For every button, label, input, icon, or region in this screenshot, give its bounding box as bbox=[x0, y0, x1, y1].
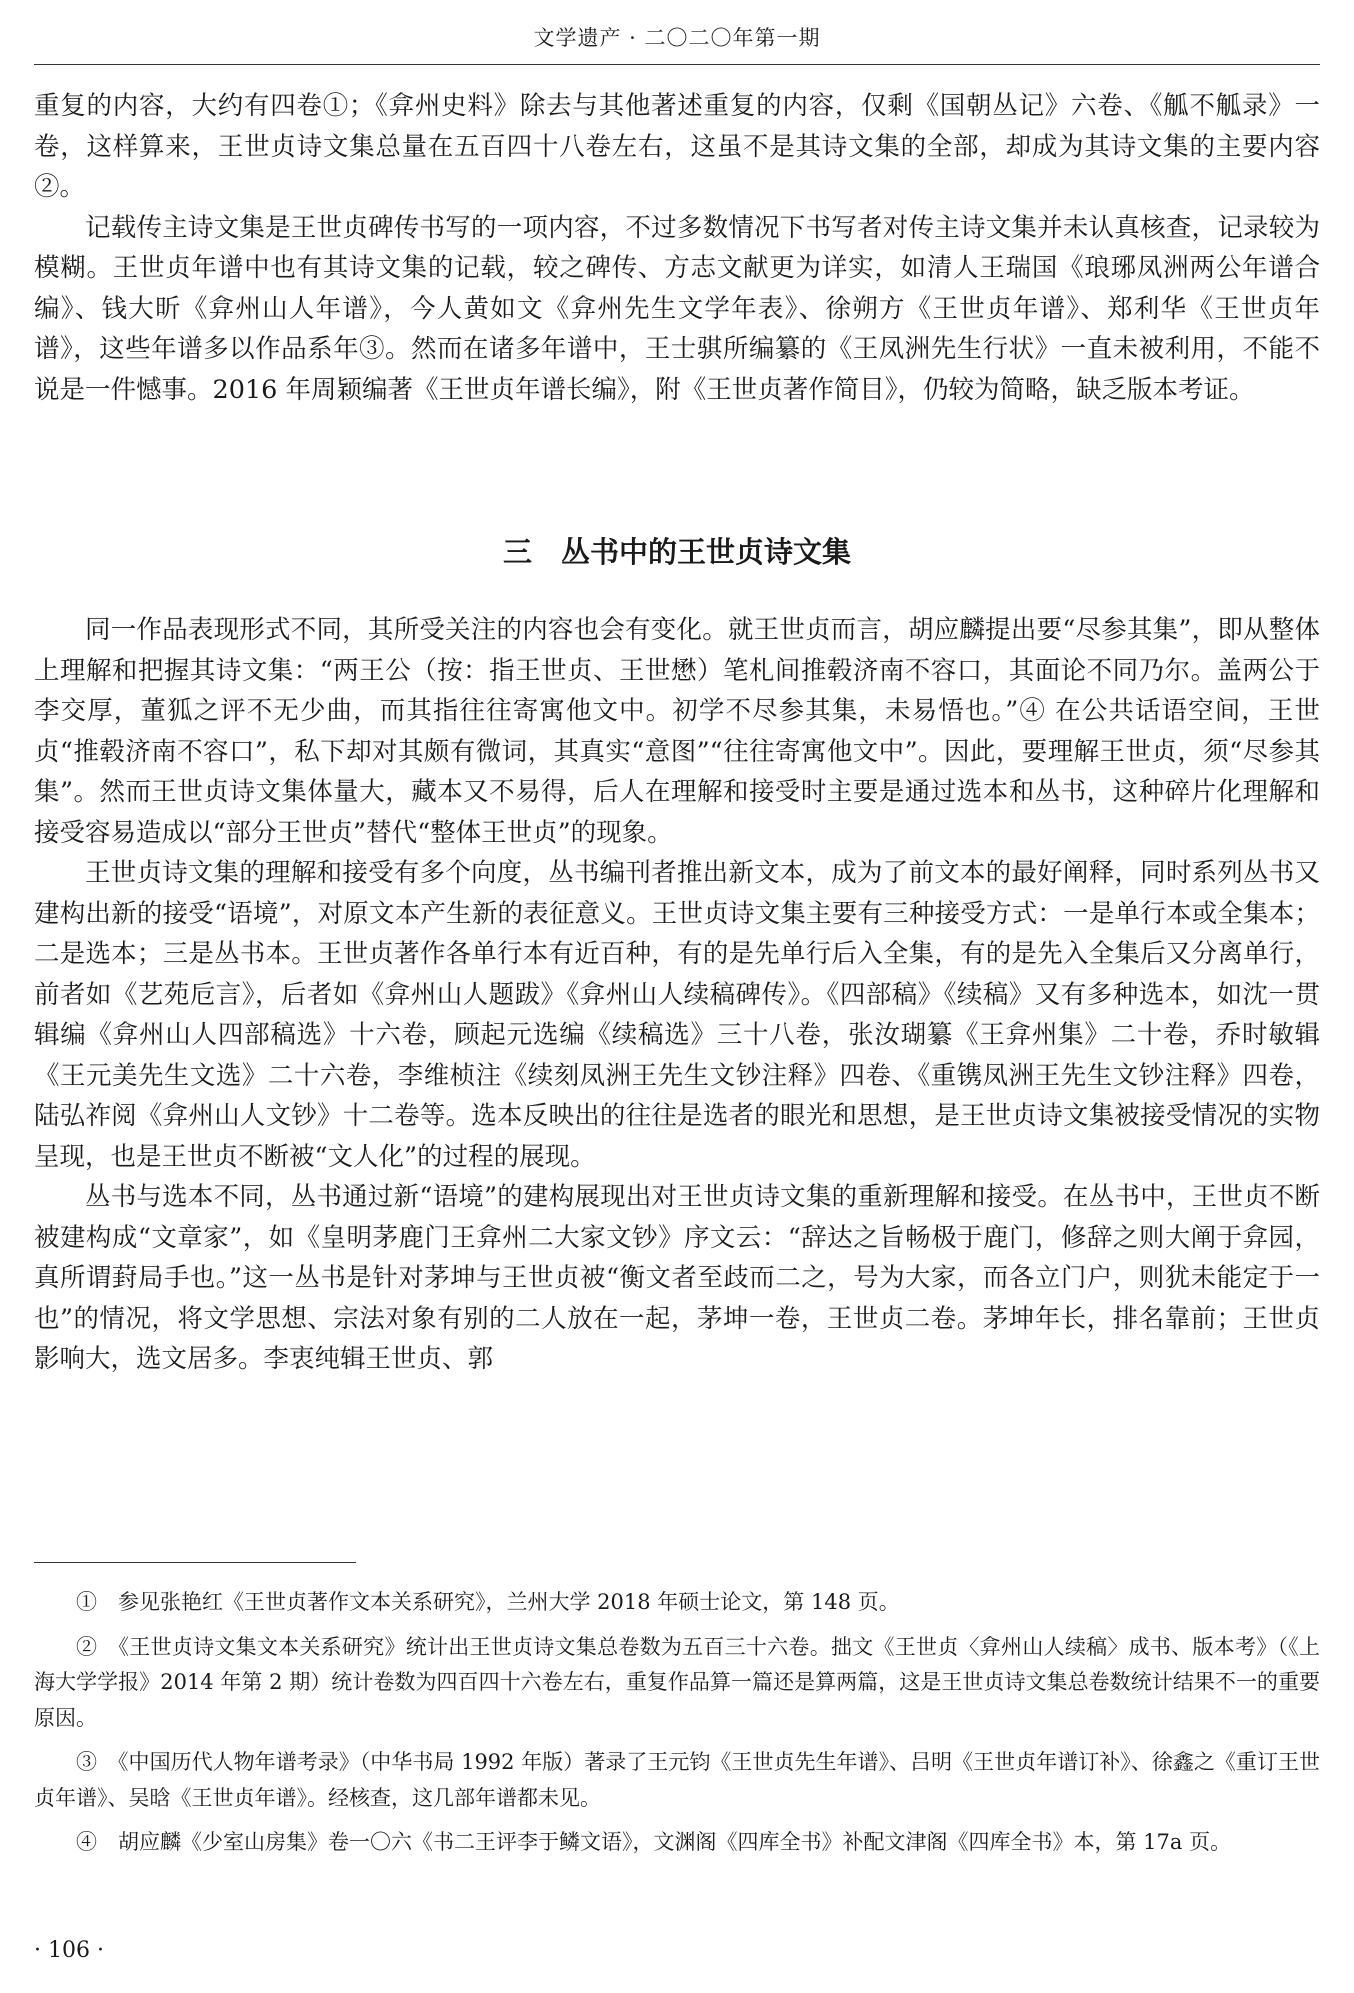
footnote-4: ④ 胡应麟《少室山房集》卷一〇六《书二王评李于鳞文语》，文渊阁《四库全书》补配文津阁《四库全书》本，第 17a 页。 bbox=[76, 1830, 1232, 1854]
body-text-lower bbox=[34, 610, 1320, 1380]
page-number: · 106 · bbox=[34, 1938, 104, 1963]
footnote-2: ② 《王世贞诗文集文本关系研究》统计出王世贞诗文集总卷数为五百三十六卷。拙文《王世贞〈弇州山人续稿〉成书、版本考》（《上海大学学报》2014 年第 2 期）统计卷数为四百四十六卷左右，重复作品算一篇还是算两篇，这是王世贞诗文集总卷数统计结果不一的重要原因。 bbox=[34, 1634, 1320, 1730]
paragraph-4: 王世贞诗文集的理解和接受有多个向度，丛书编刊者推出新文本，成为了前文本的最好阐释，同时系列丛书又建构出新的接受“语境”，对原文本产生新的表征意义。王世贞诗文集主要有三种接受方式：一是单行本或全集本；二是选本；三是丛书本。王世贞著作各单行本有近百种，有的是先单行后入全集，有的是先入全集后又分离单行，前者如《艺苑卮言》，后者如《弇州山人题跋》《弇州山人续稿碑传》。《四部稿》《续稿》又有多种选本，如沈一贯辑编《弇州山人四部稿选》十六卷，顾起元选编《续稿选》三十八卷，张汝瑚纂《王弇州集》二十卷，乔时敏辑《王元美先生文选》二十六卷，李维桢注《续刻凤洲王先生文钞注释》四卷、《重镌凤洲王先生文钞注释》四卷，陆弘祚阅《弇州山人文钞》十二卷等。选本反映出的往往是选者的眼光和思想，是王世贞诗文集被接受情况的实物呈现，也是王世贞不断被“文人化”的过程的展现。 bbox=[34, 858, 1320, 1172]
paragraph-1: 重复的内容，大约有四卷①；《弇州史料》除去与其他著述重复的内容，仅剩《国朝丛记》六卷、《觚不觚录》一卷，这样算来，王世贞诗文集总量在五百四十八卷左右，这虽不是其诗文集的全部，却成为其诗文集的主要内容②。 bbox=[34, 91, 1320, 202]
footnote-1: ① 参见张艳红《王世贞著作文本关系研究》，兰州大学 2018 年硕士论文，第 148 页。 bbox=[76, 1590, 900, 1614]
paragraph-3: 同一作品表现形式不同，其所受关注的内容也会有变化。就王世贞而言，胡应麟提出要“尽参其集”，即从整体上理解和把握其诗文集：“两王公（按：指王世贞、王世懋）笔札间推毂济南不容口，其面论不同乃尔。盖两公于李交厚，董狐之评不无少曲，而其指往往寄寓他文中。初学不尽参其集，未易悟也。”④ 在公共话语空间，王世贞“推毂济南不容口”，私下却对其颇有微词，其真实“意图”“往往寄寓他文中”。因此，要理解王世贞，须“尽参其集”。然而王世贞诗文集体量大，藏本又不易得，后人在理解和接受时主要是通过选本和丛书，这种碎片化理解和接受容易造成以“部分王世贞”替代“整体王世贞”的现象。 bbox=[34, 615, 1320, 848]
paragraph-2: 记载传主诗文集是王世贞碑传书写的一项内容，不过多数情况下书写者对传主诗文集并未认真核查，记录较为模糊。王世贞年谱中也有其诗文集的记载，较之碑传、方志文献更为详实，如清人王瑞国《琅琊凤洲两公年谱合编》、钱大昕《弇州山人年谱》，今人黄如文《弇州先生文学年表》、徐朔方《王世贞年谱》、郑利华《王世贞年谱》，这些年谱多以作品系年③。然而在诸多年谱中，王士骐所编纂的《王凤洲先生行状》一直未被利用，不能不说是一件憾事。2016 年周颖编著《王世贞年谱长编》，附《王世贞著作简目》，仍较为简略，缺乏版本考证。 bbox=[34, 212, 1320, 405]
footnote-3: ③ 《中国历代人物年谱考录》（中华书局 1992 年版）著录了王元钧《王世贞先生年谱》、吕明《王世贞年谱订补》、徐鑫之《重订王世贞年谱》、吴晗《王世贞年谱》。经核查，这几部年谱都未见。 bbox=[34, 1750, 1320, 1810]
header-rule bbox=[34, 64, 1320, 65]
body-text-upper bbox=[34, 86, 1320, 410]
footnotes bbox=[34, 1585, 1320, 1870]
paragraph-5: 丛书与选本不同，丛书通过新“语境”的建构展现出对王世贞诗文集的重新理解和接受。在丛书中，王世贞不断被建构成“文章家”，如《皇明茅鹿门王弇州二大家文钞》序文云：“辞达之旨畅极于鹿门，修辞之则大阐于弇园，真所谓葑局手也。”这一丛书是针对茅坤与王世贞被“衡文者至歧而二之，号为大家，而各立门户，则犹未能定于一也”的情况，将文学思想、宗法对象有别的二人放在一起，茅坤一卷，王世贞二卷。茅坤年长，排名靠前；王世贞影响大，选文居多。李衷纯辑王世贞、郭 bbox=[34, 1182, 1320, 1374]
footnote-rule bbox=[34, 1562, 356, 1563]
section-heading: 三 丛书中的王世贞诗文集 bbox=[502, 535, 851, 569]
running-header: 文学遗产 · 二〇二〇年第一期 bbox=[533, 26, 821, 50]
